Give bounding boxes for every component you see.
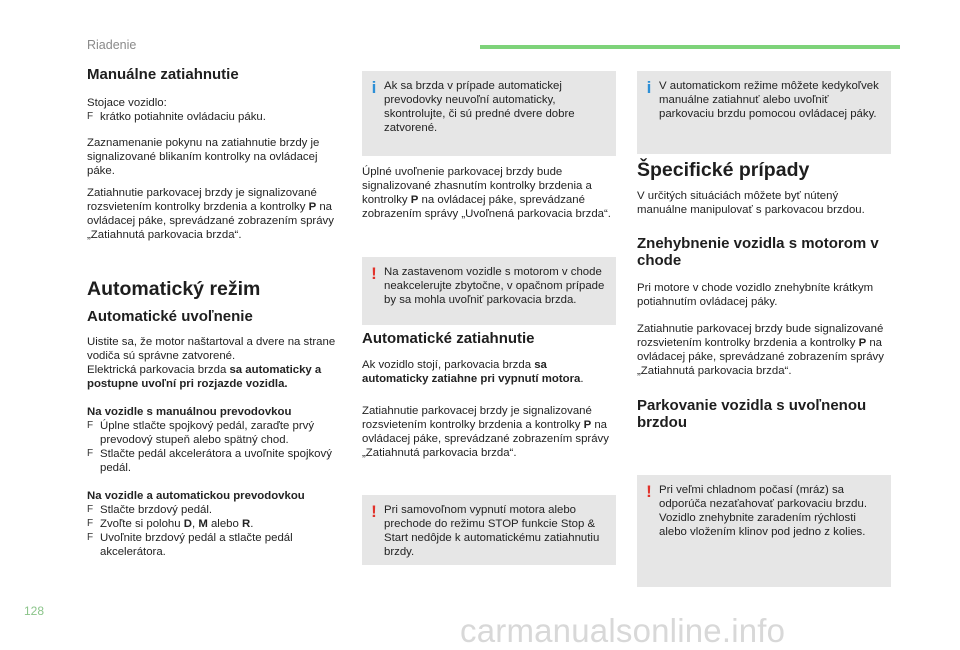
column-left-auto — [87, 278, 337, 559]
column-left — [87, 68, 337, 242]
bullet-brake-pedal: F Stlačte brzdový pedál. — [87, 504, 213, 516]
text-full-release: Úplné uvoľnenie parkovacej brzdy bude signalizované zhasnutím kontrolky brzdenia a kontrolky P na ovládacej páke, sprevádzané zobrazením správy „Uvoľnená parkovacia brzda“. — [362, 166, 611, 220]
bullet-clutch: F Úplne stlačte spojkový pedál, zaraďte prvý prevodový stupeň alebo spätný chod. — [87, 420, 315, 446]
page-number: 128 — [24, 604, 45, 618]
heading-auto-release: Automatické uvoľnenie — [87, 308, 253, 325]
text-release-auto: Elektrická parkovacia brzda sa automaticky a postupne uvoľní pri rozjazde vozidla. — [87, 364, 322, 390]
text-immobilise: Pri motore v chode vozidlo znehybníte krátkym potiahnutím ovládacej páky. — [637, 282, 874, 308]
heading-immobilise: Znehybnenie vozidla s motorom v chode — [637, 235, 879, 269]
bullet-accelerator: F Stlačte pedál akcelerátora a uvoľnite spojkový pedál. — [87, 448, 332, 474]
watermark: carmanualsonline.info — [460, 612, 786, 649]
heading-automatic-mode: Automatický režim — [87, 278, 261, 300]
info-icon: i — [646, 78, 652, 97]
text-stationary: Stojace vozidlo: — [87, 97, 167, 109]
warning-icon: ! — [371, 502, 377, 521]
heading-manual-apply: Manuálne zatiahnutie — [87, 66, 239, 83]
bullet-pull-lever: F krátko potiahnite ovládaciu páku. — [87, 111, 266, 123]
column-middle-apply — [362, 332, 614, 460]
text-applied-signal: Zatiahnutie parkovacej brzdy je signalizované rozsvietením kontrolky brzdenia a kontrolky P na ovládacej páke, sprevádzané zobrazením správy „Zatiahnutá parkovacia brzda“. — [362, 405, 609, 459]
warning-icon: ! — [371, 264, 377, 283]
warning-box-accelerate: ! Na zastavenom vozidle s motorom v chode neakcelerujte zbytočne, v opačnom prípade by sa mohla uvoľniť parkovacia brzda. — [362, 257, 616, 325]
heading-parking-released: Parkovanie vozidla s uvoľnenou brzdou — [637, 397, 867, 431]
text-auto-apply: Ak vozidlo stojí, parkovacia brzda sa automaticky zatiahne pri vypnutí motora. — [362, 359, 584, 385]
warning-box-stop-start: ! Pri samovoľnom vypnutí motora alebo prechode do režimu STOP funkcie Stop & Start nedôjde k automatickému zatiahnutiu brzdy. — [362, 495, 616, 565]
text-confirm-flash: Zaznamenanie pokynu na zatiahnutie brzdy je signalizované blikaním kontrolky na ovládacej páke. — [87, 137, 320, 177]
info-icon: i — [371, 78, 377, 97]
heading-special-cases: Špecifické prípady — [637, 159, 810, 181]
text-applied: Zatiahnutie parkovacej brzdy je signalizované rozsvietením kontrolky brzdenia a kontrolky P na ovládacej páke, sprevádzané zobrazením správy „Zatiahnutá parkovacia brzda“. — [87, 187, 334, 241]
column-right — [637, 159, 889, 431]
warning-box-frost: ! Pri veľmi chladnom počasí (mráz) sa odporúča nezaťahovať parkovaciu brzdu. Vozidlo znehybnite zaradením rýchlosti alebo vložením klinov pod jedno z kolies. — [637, 475, 891, 587]
heading-auto-gearbox: Na vozidle a automatickou prevodovkou — [87, 490, 305, 502]
text-immobilise-signal: Zatiahnutie parkovacej brzdy bude signalizované rozsvietením kontrolky brzdenia a kontrolky P na ovládacej páke, sprevádzané zobrazením správy „Zatiahnutá parkovacia brzda“. — [637, 323, 884, 377]
bullet-release-brake: F Uvoľnite brzdový pedál a stlačte pedál akcelerátora. — [87, 532, 293, 558]
section-accent-bar — [480, 45, 900, 49]
text-special-cases: V určitých situáciách môžete byť nútený manuálne manipulovať s parkovacou brzdou. — [637, 190, 865, 216]
heading-auto-apply: Automatické zatiahnutie — [362, 330, 535, 347]
info-box-auto-mode: i V automatickom režime môžete kedykoľvek manuálne zatiahnuť alebo uvoľniť parkovaciu brzdu pomocou ovládacej páky. — [637, 71, 891, 154]
text-release-check: Uistite sa, že motor naštartoval a dvere na strane vodiča sú správne zatvorené. — [87, 336, 336, 362]
heading-manual-gearbox: Na vozidle s manuálnou prevodovkou — [87, 406, 292, 418]
warning-icon: ! — [646, 482, 652, 501]
info-box-auto-gearbox: i Ak sa brzda v prípade automatickej prevodovky neuvoľní automaticky, skontrolujte, či sú predné dvere dobre zatvorené. — [362, 71, 616, 156]
section-header: Riadenie — [87, 38, 137, 52]
bullet-marker: F — [87, 111, 94, 122]
bullet-select-position: F Zvoľte si polohu D, M alebo R. — [87, 518, 254, 530]
